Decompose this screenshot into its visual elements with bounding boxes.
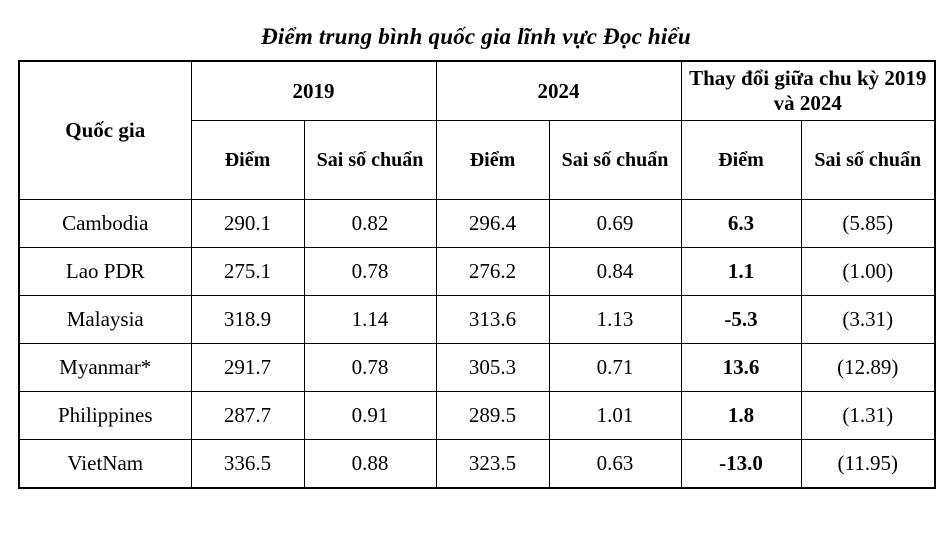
cell-se-2024: 0.69 — [549, 200, 681, 248]
table-row — [19, 440, 935, 489]
table-row — [19, 200, 935, 248]
cell-country: Myanmar* — [19, 344, 191, 392]
column-group-change: Thay đổi giữa chu kỳ 2019 và 2024 — [681, 61, 935, 121]
cell-se-change: (1.00) — [801, 248, 935, 296]
table-body — [19, 200, 935, 489]
column-header-se-2024: Sai số chuẩn — [549, 121, 681, 200]
table-row — [19, 392, 935, 440]
column-header-score-2024: Điểm — [436, 121, 549, 200]
cell-score-change: 1.8 — [681, 392, 801, 440]
cell-se-change: (1.31) — [801, 392, 935, 440]
cell-score-change: 1.1 — [681, 248, 801, 296]
table-row — [19, 296, 935, 344]
cell-score-change: 13.6 — [681, 344, 801, 392]
scores-table — [18, 60, 936, 489]
cell-score-2024: 323.5 — [436, 440, 549, 489]
cell-score-2019: 290.1 — [191, 200, 304, 248]
cell-score-change: -13.0 — [681, 440, 801, 489]
cell-score-2019: 336.5 — [191, 440, 304, 489]
cell-se-2024: 0.84 — [549, 248, 681, 296]
page-title: Điểm trung bình quốc gia lĩnh vực Đọc hiểu — [261, 24, 691, 49]
cell-score-2024: 296.4 — [436, 200, 549, 248]
cell-score-2024: 305.3 — [436, 344, 549, 392]
cell-score-2019: 291.7 — [191, 344, 304, 392]
cell-se-2024: 0.71 — [549, 344, 681, 392]
cell-se-2024: 1.01 — [549, 392, 681, 440]
cell-se-2024: 0.63 — [549, 440, 681, 489]
cell-se-change: (12.89) — [801, 344, 935, 392]
cell-se-2019: 1.14 — [304, 296, 436, 344]
cell-se-change: (11.95) — [801, 440, 935, 489]
cell-score-change: 6.3 — [681, 200, 801, 248]
column-header-score-change: Điểm — [681, 121, 801, 200]
cell-score-change: -5.3 — [681, 296, 801, 344]
cell-score-2019: 318.9 — [191, 296, 304, 344]
cell-se-2019: 0.82 — [304, 200, 436, 248]
column-header-country: Quốc gia — [19, 61, 191, 200]
cell-country: Philippines — [19, 392, 191, 440]
cell-country: VietNam — [19, 440, 191, 489]
cell-se-change: (3.31) — [801, 296, 935, 344]
cell-se-2019: 0.78 — [304, 344, 436, 392]
column-header-se-change: Sai số chuẩn — [801, 121, 935, 200]
column-group-2024: 2024 — [436, 61, 681, 121]
cell-score-2019: 287.7 — [191, 392, 304, 440]
column-header-se-2019: Sai số chuẩn — [304, 121, 436, 200]
column-header-score-2019: Điểm — [191, 121, 304, 200]
cell-se-2024: 1.13 — [549, 296, 681, 344]
table-container — [0, 60, 952, 489]
column-group-2019: 2019 — [191, 61, 436, 121]
cell-country: Cambodia — [19, 200, 191, 248]
cell-score-2024: 313.6 — [436, 296, 549, 344]
cell-se-2019: 0.78 — [304, 248, 436, 296]
cell-score-2019: 275.1 — [191, 248, 304, 296]
table-row — [19, 248, 935, 296]
cell-se-change: (5.85) — [801, 200, 935, 248]
cell-score-2024: 276.2 — [436, 248, 549, 296]
cell-se-2019: 0.88 — [304, 440, 436, 489]
table-header-row-groups — [19, 61, 935, 121]
cell-country: Malaysia — [19, 296, 191, 344]
cell-se-2019: 0.91 — [304, 392, 436, 440]
table-row — [19, 344, 935, 392]
table-header — [19, 61, 935, 200]
cell-country: Lao PDR — [19, 248, 191, 296]
cell-score-2024: 289.5 — [436, 392, 549, 440]
